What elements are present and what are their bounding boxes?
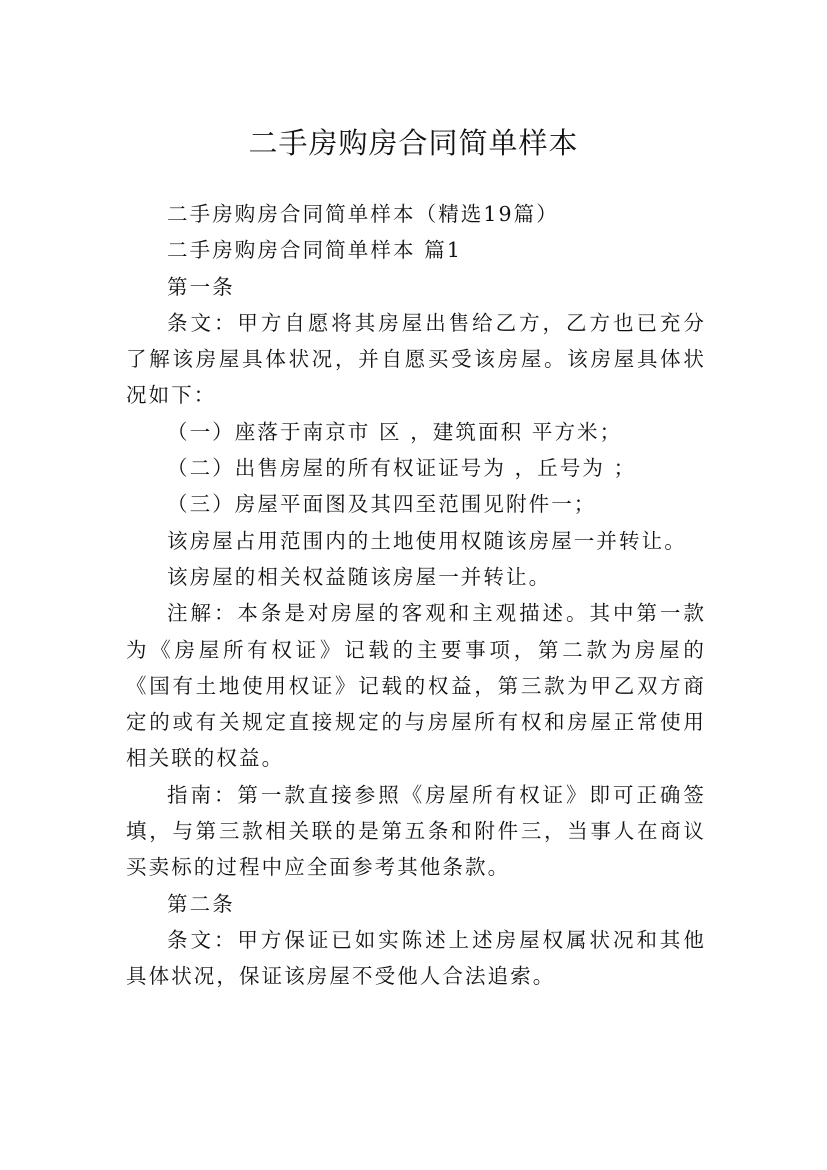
paragraph-item-3: （三）房屋平面图及其四至范围见附件一；: [167, 492, 597, 517]
document-body: [126, 196, 706, 995]
paragraph-article-2-heading: 第二条: [167, 891, 235, 916]
paragraph-subtitle: 二手房购房合同简单样本（精选19篇）: [167, 202, 559, 226]
paragraph-item-2: （二）出售房屋的所有权证证号为 ，丘号为 ；: [167, 456, 637, 481]
paragraph-section-heading: 二手房购房合同简单样本 篇1: [167, 238, 462, 263]
paragraph-article-1-heading: 第一条: [167, 274, 235, 299]
paragraph-item-1: （一）座落于南京市 区 ，建筑面积 平方米；: [167, 419, 623, 444]
paragraph-guide: 指南：第一款直接参照《房屋所有权证》即可正确签填，与第三款相关联的是第五条和附件三，当事人在商议买卖标的过程中应全面参考其他条款。: [126, 782, 706, 880]
paragraph-article-1-text: 条文：甲方自愿将其房屋出售给乙方，乙方也已充分了解该房屋具体状况，并自愿买受该房屋。该房屋具体状况如下：: [126, 310, 706, 408]
paragraph-annotation: 注解：本条是对房屋的客观和主观描述。其中第一款为《房屋所有权证》记载的主要事项，第二款为房屋的《国有土地使用权证》记载的权益，第三款为甲乙双方商定的或有关规定直接规定的与房屋所有权和房屋正常使用相关联的权益。: [126, 601, 706, 771]
paragraph-land-right: 该房屋占用范围内的土地使用权随该房屋一并转让。: [167, 528, 687, 553]
document-title: 二手房购房合同简单样本: [248, 126, 579, 161]
paragraph-related-rights: 该房屋的相关权益随该房屋一并转让。: [167, 564, 552, 589]
paragraph-article-2-text: 条文：甲方保证已如实陈述上述房屋权属状况和其他具体状况，保证该房屋不受他人合法追索。: [126, 927, 706, 989]
